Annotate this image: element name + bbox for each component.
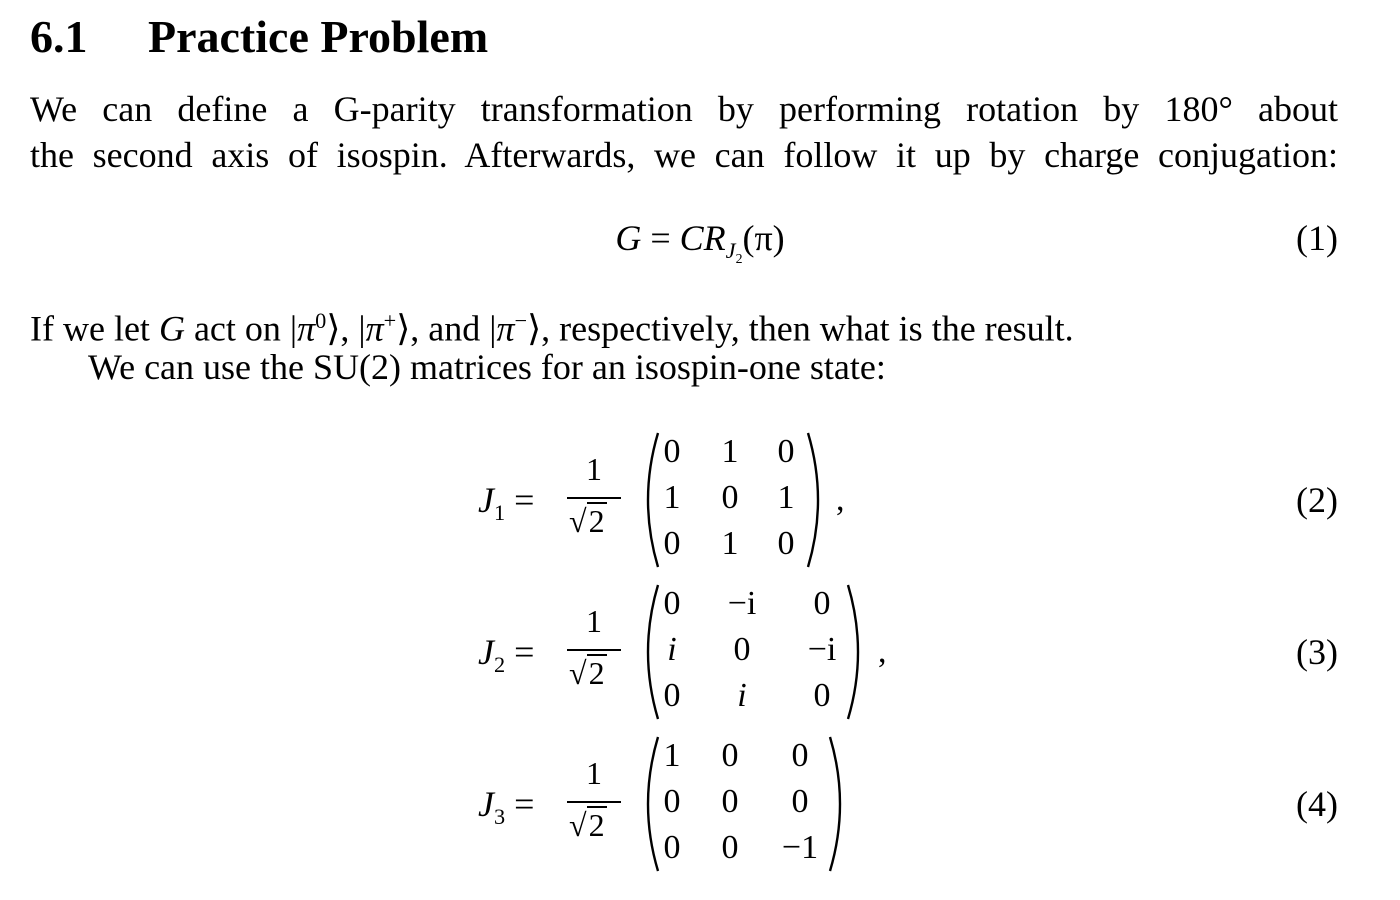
- j2-symbol: J: [478, 632, 494, 672]
- j1-cell-2-2: 0: [721, 479, 739, 516]
- j2-fraction-bar: [567, 649, 621, 651]
- j1-radicand: 2: [588, 503, 605, 539]
- j1-cell-3-3: 0: [777, 525, 795, 562]
- j2-comma: ,: [878, 633, 887, 670]
- p2-text-a: If we let: [30, 308, 159, 349]
- j3-lhs: [478, 781, 534, 840]
- j1-cell-1-2: 1: [721, 433, 739, 470]
- j3-prefactor: [565, 753, 623, 853]
- p2-sup-zero: 0: [315, 308, 327, 333]
- p2-text-e: ⟩, respectively, then what is the result.: [527, 308, 1074, 349]
- j3-radical-sign: √: [569, 807, 587, 843]
- eq1-sub-j: J: [725, 237, 736, 263]
- section-heading: [30, 10, 488, 64]
- j2-cell-2-1: i: [667, 631, 677, 668]
- j3-equals: =: [505, 784, 535, 824]
- paragraph-2-line-2: We can use the SU(2) matrices for an isospin-one state:: [88, 347, 886, 387]
- j2-prefactor-denominator: [569, 653, 607, 693]
- j2-radicand: 2: [588, 655, 605, 691]
- paragraph-1-line-2: the second axis of isospin. Afterwards, we can follow it up by charge conjugation:: [30, 135, 1338, 175]
- j1-index: 1: [493, 499, 506, 525]
- p2-pi-zero: π: [297, 308, 316, 349]
- j3-prefactor-denominator: [569, 805, 607, 845]
- j2-cell-3-1: 0: [663, 677, 681, 714]
- j3-prefactor-numerator: 1: [586, 755, 602, 791]
- eq1-c: C: [679, 218, 704, 258]
- j1-prefactor-denominator: [569, 501, 607, 541]
- equation-number-2: (2): [1296, 480, 1338, 520]
- j2-cell-1-3: 0: [813, 585, 831, 622]
- j1-radical-sign: √: [569, 503, 587, 539]
- equation-number-3: (3): [1296, 632, 1338, 672]
- j1-cell-3-1: 0: [663, 525, 681, 562]
- j2-cell-3-2: i: [737, 677, 747, 714]
- j3-right-paren: [824, 729, 852, 879]
- j2-prefactor-numerator: 1: [586, 603, 602, 639]
- j1-comma: ,: [836, 481, 845, 518]
- j1-fraction-bar: [567, 497, 621, 499]
- eq1-subscript: [725, 237, 743, 266]
- j1-prefactor-numerator: 1: [586, 451, 602, 487]
- j2-radical-sign: √: [569, 655, 587, 691]
- j2-lhs: [478, 629, 534, 688]
- j2-cell-2-3: −i: [807, 631, 837, 668]
- j3-cell-3-3: −1: [781, 829, 819, 866]
- equation-number-1: (1): [1296, 218, 1338, 258]
- j3-index: 3: [493, 803, 506, 829]
- j1-equals: =: [505, 480, 535, 520]
- j2-cell-2-2: 0: [733, 631, 751, 668]
- eq1-lhs: G: [615, 218, 642, 258]
- j2-equals: =: [505, 632, 535, 672]
- eq1-argument: (π): [742, 218, 785, 258]
- p2-sup-plus: +: [383, 308, 397, 333]
- j3-radicand: 2: [588, 807, 605, 843]
- section-title: Practice Problem: [148, 11, 489, 62]
- j1-cell-2-3: 1: [777, 479, 795, 516]
- j1-cell-3-2: 1: [721, 525, 739, 562]
- equation-1: [0, 215, 1400, 282]
- j2-index: 2: [493, 651, 506, 677]
- equation-3: [0, 577, 1400, 727]
- j1-cell-1-1: 0: [663, 433, 681, 470]
- j1-prefactor: [565, 449, 623, 549]
- j3-cell-1-3: 0: [791, 737, 809, 774]
- eq1-sub-2: 2: [735, 250, 743, 266]
- j3-symbol: J: [478, 784, 494, 824]
- section-number: 6.1: [30, 11, 88, 62]
- j3-cell-2-2: 0: [721, 783, 739, 820]
- paragraph-1-line-1: We can define a G-parity transformation by performing rotation by 180° about: [30, 89, 1338, 129]
- eq1-r: R: [703, 218, 726, 258]
- j3-cell-1-2: 0: [721, 737, 739, 774]
- p2-g: G: [158, 308, 185, 349]
- p2-sup-minus: −: [514, 308, 528, 333]
- j1-right-paren: [802, 425, 830, 575]
- j3-cell-2-1: 0: [663, 783, 681, 820]
- j1-symbol: J: [478, 480, 494, 520]
- j1-lhs: [478, 477, 534, 536]
- j1-cell-1-3: 0: [777, 433, 795, 470]
- j2-cell-1-1: 0: [663, 585, 681, 622]
- j3-cell-1-1: 1: [663, 737, 681, 774]
- p2-pi-minus: π: [496, 308, 515, 349]
- p2-text-b: act on |: [184, 308, 298, 349]
- p2-pi-plus: π: [365, 308, 384, 349]
- p2-text-d: ⟩, and |: [396, 308, 497, 349]
- j3-cell-2-3: 0: [791, 783, 809, 820]
- equation-2: [0, 425, 1400, 575]
- j2-right-paren: [842, 577, 870, 727]
- j1-cell-2-1: 1: [663, 479, 681, 516]
- j2-cell-1-2: −i: [727, 585, 757, 622]
- equation-number-4: (4): [1296, 784, 1338, 824]
- j3-cell-3-1: 0: [663, 829, 681, 866]
- eq1-equals: =: [641, 218, 680, 258]
- equation-4: [0, 729, 1400, 879]
- j2-cell-3-3: 0: [813, 677, 831, 714]
- p2-text-c: ⟩, |: [326, 308, 366, 349]
- j3-fraction-bar: [567, 801, 621, 803]
- j3-cell-3-2: 0: [721, 829, 739, 866]
- j2-prefactor: [565, 601, 623, 701]
